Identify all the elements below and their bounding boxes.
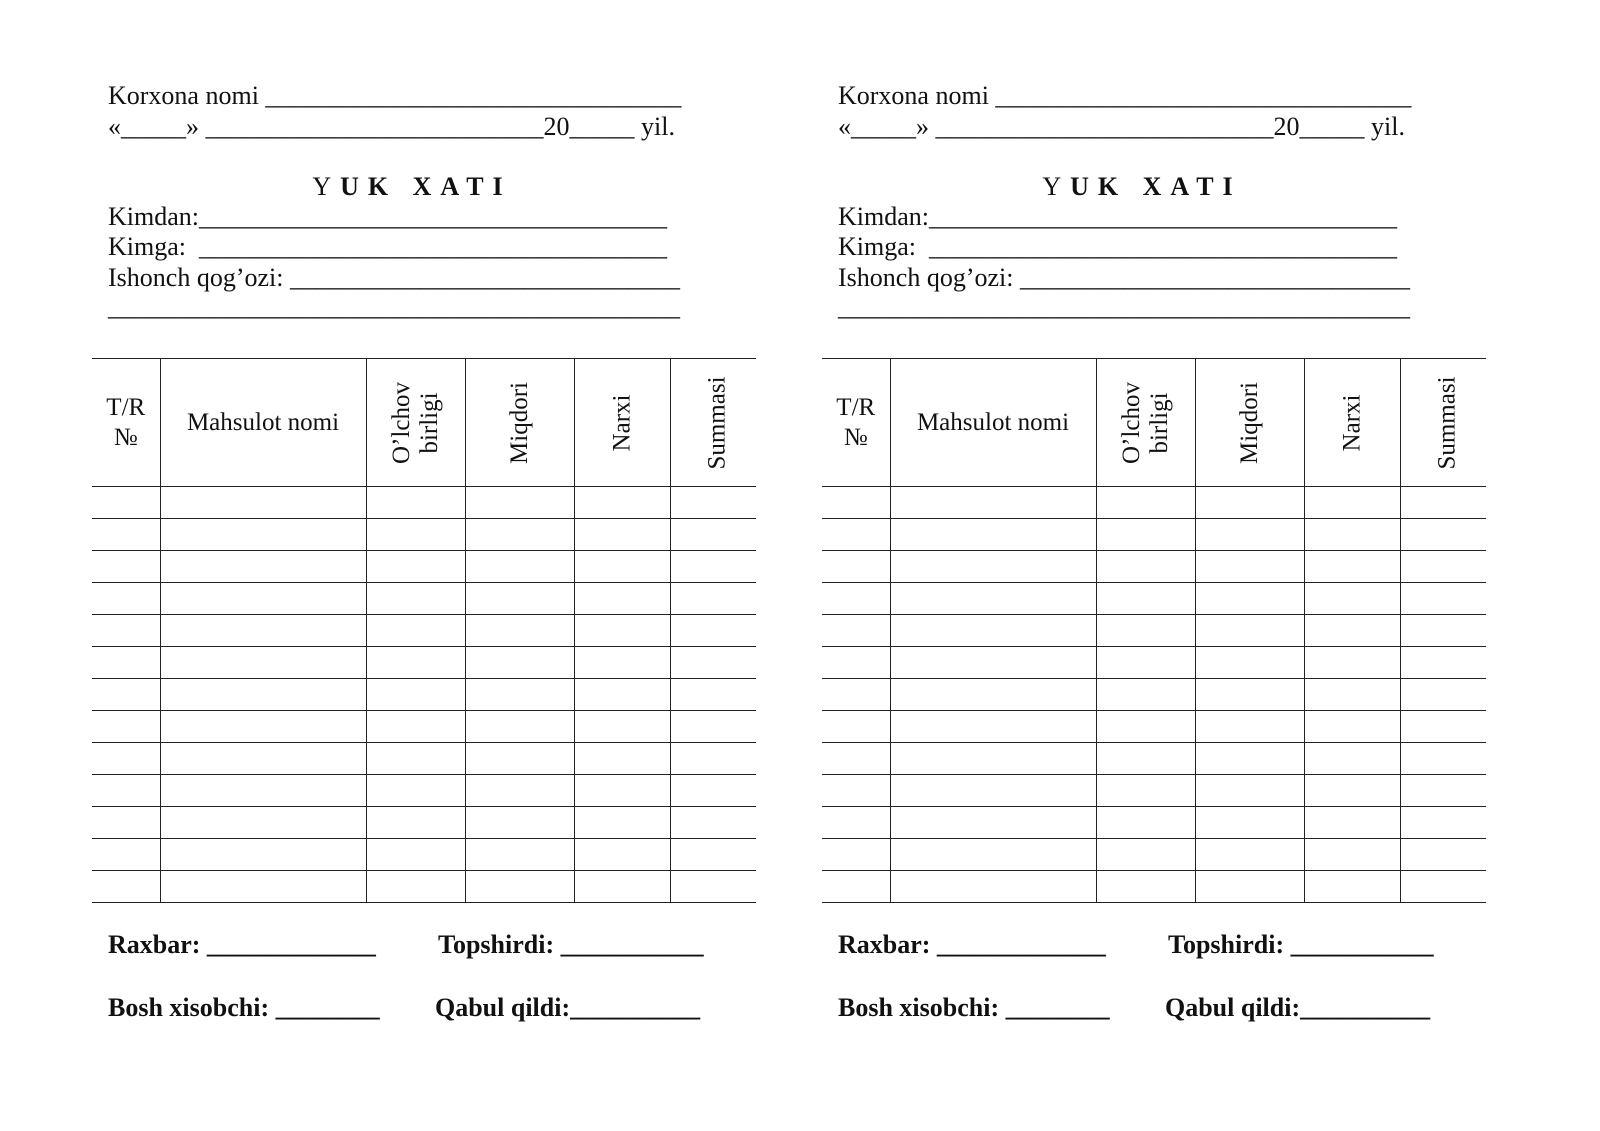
from-line[interactable]: Kimdan:____________________________________ xyxy=(108,202,667,231)
cell-total[interactable] xyxy=(1400,679,1486,711)
cell-number[interactable] xyxy=(92,743,160,775)
cell-total[interactable] xyxy=(1400,871,1486,903)
cell-quantity[interactable] xyxy=(1195,807,1304,839)
company-name-line[interactable]: Korxona nomi ________________________________ xyxy=(108,81,682,110)
cell-quantity[interactable] xyxy=(465,647,574,679)
cell-product-name[interactable] xyxy=(160,871,366,903)
cell-product-name[interactable] xyxy=(160,679,366,711)
cell-number[interactable] xyxy=(92,807,160,839)
cell-total[interactable] xyxy=(670,487,756,519)
col-header-unit: O’lchov birligi xyxy=(366,359,465,487)
table-row xyxy=(822,871,1486,903)
cell-quantity[interactable] xyxy=(465,775,574,807)
cell-unit[interactable] xyxy=(1096,679,1195,711)
table-row xyxy=(822,839,1486,871)
table-row xyxy=(92,711,756,743)
cell-number[interactable] xyxy=(92,615,160,647)
cell-product-name[interactable] xyxy=(160,551,366,583)
table-row xyxy=(822,487,1486,519)
table-row xyxy=(92,807,756,839)
col-header-number: T/R № xyxy=(92,359,160,487)
cell-unit[interactable] xyxy=(1096,807,1195,839)
table-row xyxy=(822,615,1486,647)
cell-total[interactable] xyxy=(1400,647,1486,679)
cell-number[interactable] xyxy=(92,519,160,551)
cell-number[interactable] xyxy=(92,711,160,743)
cell-unit[interactable] xyxy=(1096,775,1195,807)
col-header-total: Summasi xyxy=(1400,359,1486,487)
cell-product-name[interactable] xyxy=(160,647,366,679)
cell-total[interactable] xyxy=(1400,487,1486,519)
cell-unit[interactable] xyxy=(1096,743,1195,775)
cell-product-name[interactable] xyxy=(890,679,1096,711)
cell-quantity[interactable] xyxy=(1195,551,1304,583)
cell-price[interactable] xyxy=(1304,711,1400,743)
table-row xyxy=(92,871,756,903)
cell-total[interactable] xyxy=(670,839,756,871)
cell-total[interactable] xyxy=(1400,551,1486,583)
chief-accountant-signature[interactable]: Bosh xisobchi: ________ xyxy=(838,993,1110,1022)
cell-number[interactable] xyxy=(822,807,890,839)
handed-over-signature[interactable]: Topshirdi: ___________ xyxy=(1168,930,1434,959)
cell-price[interactable] xyxy=(574,711,670,743)
cell-unit[interactable] xyxy=(366,487,465,519)
cell-price[interactable] xyxy=(574,775,670,807)
cell-total[interactable] xyxy=(1400,711,1486,743)
table-body xyxy=(822,487,1486,903)
cell-price[interactable] xyxy=(574,551,670,583)
cell-quantity[interactable] xyxy=(1195,743,1304,775)
cell-product-name[interactable] xyxy=(890,807,1096,839)
cell-quantity[interactable] xyxy=(1195,775,1304,807)
cell-unit[interactable] xyxy=(1096,647,1195,679)
cell-quantity[interactable] xyxy=(1195,871,1304,903)
cell-number[interactable] xyxy=(822,615,890,647)
cell-price[interactable] xyxy=(1304,551,1400,583)
goods-table xyxy=(92,358,756,903)
cell-price[interactable] xyxy=(574,583,670,615)
cell-product-name[interactable] xyxy=(160,711,366,743)
head-signature[interactable]: Raxbar: _____________ xyxy=(838,930,1106,959)
cell-number[interactable] xyxy=(92,487,160,519)
cell-quantity[interactable] xyxy=(465,487,574,519)
col-header-unit: O’lchov birligi xyxy=(1096,359,1195,487)
cell-unit[interactable] xyxy=(366,871,465,903)
cell-product-name[interactable] xyxy=(890,775,1096,807)
from-line[interactable]: Kimdan:____________________________________ xyxy=(838,202,1397,231)
cell-quantity[interactable] xyxy=(465,807,574,839)
col-header-number: T/R № xyxy=(822,359,890,487)
cell-price[interactable] xyxy=(574,743,670,775)
cell-unit[interactable] xyxy=(366,647,465,679)
received-signature[interactable]: Qabul qildi:__________ xyxy=(435,993,701,1022)
cell-number[interactable] xyxy=(822,487,890,519)
cell-unit[interactable] xyxy=(1096,551,1195,583)
cell-total[interactable] xyxy=(1400,519,1486,551)
cell-product-name[interactable] xyxy=(890,615,1096,647)
cell-price[interactable] xyxy=(1304,615,1400,647)
document-title: YUK XATI xyxy=(1042,172,1242,201)
table-row xyxy=(822,743,1486,775)
cell-total[interactable] xyxy=(1400,839,1486,871)
table-row xyxy=(92,551,756,583)
cell-quantity[interactable] xyxy=(465,551,574,583)
cell-number[interactable] xyxy=(822,775,890,807)
cell-unit[interactable] xyxy=(1096,839,1195,871)
cell-unit[interactable] xyxy=(1096,519,1195,551)
cell-product-name[interactable] xyxy=(890,519,1096,551)
cell-product-name[interactable] xyxy=(890,551,1096,583)
cell-number[interactable] xyxy=(92,583,160,615)
cell-total[interactable] xyxy=(670,615,756,647)
table-row xyxy=(822,807,1486,839)
cell-price[interactable] xyxy=(574,807,670,839)
cell-product-name[interactable] xyxy=(890,711,1096,743)
cell-total[interactable] xyxy=(670,519,756,551)
table-row xyxy=(92,647,756,679)
cell-product-name[interactable] xyxy=(890,839,1096,871)
cell-number[interactable] xyxy=(92,551,160,583)
cell-total[interactable] xyxy=(670,711,756,743)
table-row xyxy=(822,647,1486,679)
col-header-price: Narxi xyxy=(574,359,670,487)
cell-price[interactable] xyxy=(1304,871,1400,903)
table-row xyxy=(92,775,756,807)
cell-number[interactable] xyxy=(822,583,890,615)
cell-number[interactable] xyxy=(822,679,890,711)
cell-price[interactable] xyxy=(1304,487,1400,519)
cell-total[interactable] xyxy=(670,679,756,711)
cell-quantity[interactable] xyxy=(465,679,574,711)
cell-price[interactable] xyxy=(574,615,670,647)
cell-quantity[interactable] xyxy=(1195,679,1304,711)
handed-over-signature[interactable]: Topshirdi: ___________ xyxy=(438,930,704,959)
cell-unit[interactable] xyxy=(366,711,465,743)
table-row xyxy=(822,551,1486,583)
cell-product-name[interactable] xyxy=(160,583,366,615)
cell-price[interactable] xyxy=(1304,775,1400,807)
cell-number[interactable] xyxy=(92,775,160,807)
cell-unit[interactable] xyxy=(366,807,465,839)
waybill-form-right xyxy=(822,0,1502,1131)
col-header-quantity: Miqdori xyxy=(465,359,574,487)
table-row xyxy=(822,679,1486,711)
cell-product-name[interactable] xyxy=(890,871,1096,903)
cell-total[interactable] xyxy=(1400,775,1486,807)
cell-product-name[interactable] xyxy=(160,807,366,839)
cell-unit[interactable] xyxy=(366,519,465,551)
cell-total[interactable] xyxy=(670,551,756,583)
cell-product-name[interactable] xyxy=(160,519,366,551)
extra-blank-line[interactable]: ____________________________________________ xyxy=(838,292,1410,321)
cell-product-name[interactable] xyxy=(160,775,366,807)
cell-quantity[interactable] xyxy=(1195,487,1304,519)
cell-product-name[interactable] xyxy=(890,487,1096,519)
cell-total[interactable] xyxy=(670,775,756,807)
cell-total[interactable] xyxy=(1400,807,1486,839)
table-row xyxy=(822,519,1486,551)
cell-price[interactable] xyxy=(1304,647,1400,679)
cell-number[interactable] xyxy=(92,839,160,871)
table-body xyxy=(92,487,756,903)
cell-price[interactable] xyxy=(574,839,670,871)
cell-total[interactable] xyxy=(670,647,756,679)
cell-quantity[interactable] xyxy=(465,711,574,743)
table-row xyxy=(822,711,1486,743)
cell-unit[interactable] xyxy=(366,775,465,807)
cell-quantity[interactable] xyxy=(465,743,574,775)
col-header-price: Narxi xyxy=(1304,359,1400,487)
cell-unit[interactable] xyxy=(1096,711,1195,743)
chief-accountant-signature[interactable]: Bosh xisobchi: ________ xyxy=(108,993,380,1022)
extra-blank-line[interactable]: ____________________________________________ xyxy=(108,292,680,321)
cell-quantity[interactable] xyxy=(1195,615,1304,647)
cell-unit[interactable] xyxy=(1096,583,1195,615)
cell-unit[interactable] xyxy=(366,743,465,775)
cell-price[interactable] xyxy=(574,487,670,519)
table-row xyxy=(822,775,1486,807)
table-row xyxy=(92,839,756,871)
cell-price[interactable] xyxy=(574,519,670,551)
col-header-product-name: Mahsulot nomi xyxy=(890,359,1096,487)
received-signature[interactable]: Qabul qildi:__________ xyxy=(1165,993,1431,1022)
cell-unit[interactable] xyxy=(366,583,465,615)
cell-price[interactable] xyxy=(1304,839,1400,871)
cell-number[interactable] xyxy=(92,679,160,711)
cell-number[interactable] xyxy=(822,551,890,583)
cell-price[interactable] xyxy=(574,679,670,711)
waybill-form-left xyxy=(92,0,772,1131)
cell-product-name[interactable] xyxy=(160,743,366,775)
to-line[interactable]: Kimga: ____________________________________ xyxy=(108,232,667,261)
cell-quantity[interactable] xyxy=(465,871,574,903)
col-header-quantity: Miqdori xyxy=(1195,359,1304,487)
cell-total[interactable] xyxy=(1400,583,1486,615)
cell-product-name[interactable] xyxy=(160,487,366,519)
table-row xyxy=(92,615,756,647)
cell-unit[interactable] xyxy=(366,615,465,647)
date-line[interactable]: «_____» __________________________20_____ yil. xyxy=(108,112,675,141)
cell-quantity[interactable] xyxy=(465,615,574,647)
table-row xyxy=(92,743,756,775)
cell-quantity[interactable] xyxy=(1195,519,1304,551)
cell-number[interactable] xyxy=(822,647,890,679)
cell-quantity[interactable] xyxy=(465,583,574,615)
warrant-line[interactable]: Ishonch qog’ozi: ______________________________ xyxy=(108,263,680,292)
cell-number[interactable] xyxy=(92,647,160,679)
cell-number[interactable] xyxy=(822,711,890,743)
cell-price[interactable] xyxy=(1304,743,1400,775)
cell-price[interactable] xyxy=(574,647,670,679)
col-header-total: Summasi xyxy=(670,359,756,487)
cell-unit[interactable] xyxy=(366,679,465,711)
cell-number[interactable] xyxy=(92,871,160,903)
col-header-product-name: Mahsulot nomi xyxy=(160,359,366,487)
cell-unit[interactable] xyxy=(1096,487,1195,519)
cell-product-name[interactable] xyxy=(890,647,1096,679)
cell-price[interactable] xyxy=(1304,679,1400,711)
document-title: YUK XATI xyxy=(312,172,512,201)
cell-total[interactable] xyxy=(670,743,756,775)
cell-product-name[interactable] xyxy=(890,743,1096,775)
table-row xyxy=(822,583,1486,615)
goods-table xyxy=(822,358,1486,903)
date-line[interactable]: «_____» __________________________20_____ yil. xyxy=(838,112,1405,141)
table-row xyxy=(92,583,756,615)
cell-number[interactable] xyxy=(822,743,890,775)
to-line[interactable]: Kimga: ____________________________________ xyxy=(838,232,1397,261)
cell-quantity[interactable] xyxy=(465,839,574,871)
cell-unit[interactable] xyxy=(1096,871,1195,903)
cell-total[interactable] xyxy=(1400,615,1486,647)
cell-product-name[interactable] xyxy=(160,839,366,871)
cell-quantity[interactable] xyxy=(1195,711,1304,743)
warrant-line[interactable]: Ishonch qog’ozi: ______________________________ xyxy=(838,263,1410,292)
cell-product-name[interactable] xyxy=(160,615,366,647)
cell-unit[interactable] xyxy=(366,551,465,583)
cell-number[interactable] xyxy=(822,519,890,551)
cell-total[interactable] xyxy=(1400,743,1486,775)
cell-quantity[interactable] xyxy=(1195,839,1304,871)
cell-price[interactable] xyxy=(1304,807,1400,839)
cell-price[interactable] xyxy=(1304,583,1400,615)
table-row xyxy=(92,519,756,551)
cell-unit[interactable] xyxy=(1096,615,1195,647)
head-signature[interactable]: Raxbar: _____________ xyxy=(108,930,376,959)
cell-number[interactable] xyxy=(822,871,890,903)
cell-product-name[interactable] xyxy=(890,583,1096,615)
cell-quantity[interactable] xyxy=(1195,647,1304,679)
table-row xyxy=(92,487,756,519)
company-name-line[interactable]: Korxona nomi ________________________________ xyxy=(838,81,1412,110)
table-header-row xyxy=(822,359,1486,487)
cell-total[interactable] xyxy=(670,871,756,903)
cell-unit[interactable] xyxy=(366,839,465,871)
cell-number[interactable] xyxy=(822,839,890,871)
cell-total[interactable] xyxy=(670,807,756,839)
cell-total[interactable] xyxy=(670,583,756,615)
cell-price[interactable] xyxy=(574,871,670,903)
table-row xyxy=(92,679,756,711)
cell-quantity[interactable] xyxy=(1195,583,1304,615)
cell-quantity[interactable] xyxy=(465,519,574,551)
cell-price[interactable] xyxy=(1304,519,1400,551)
table-header-row xyxy=(92,359,756,487)
